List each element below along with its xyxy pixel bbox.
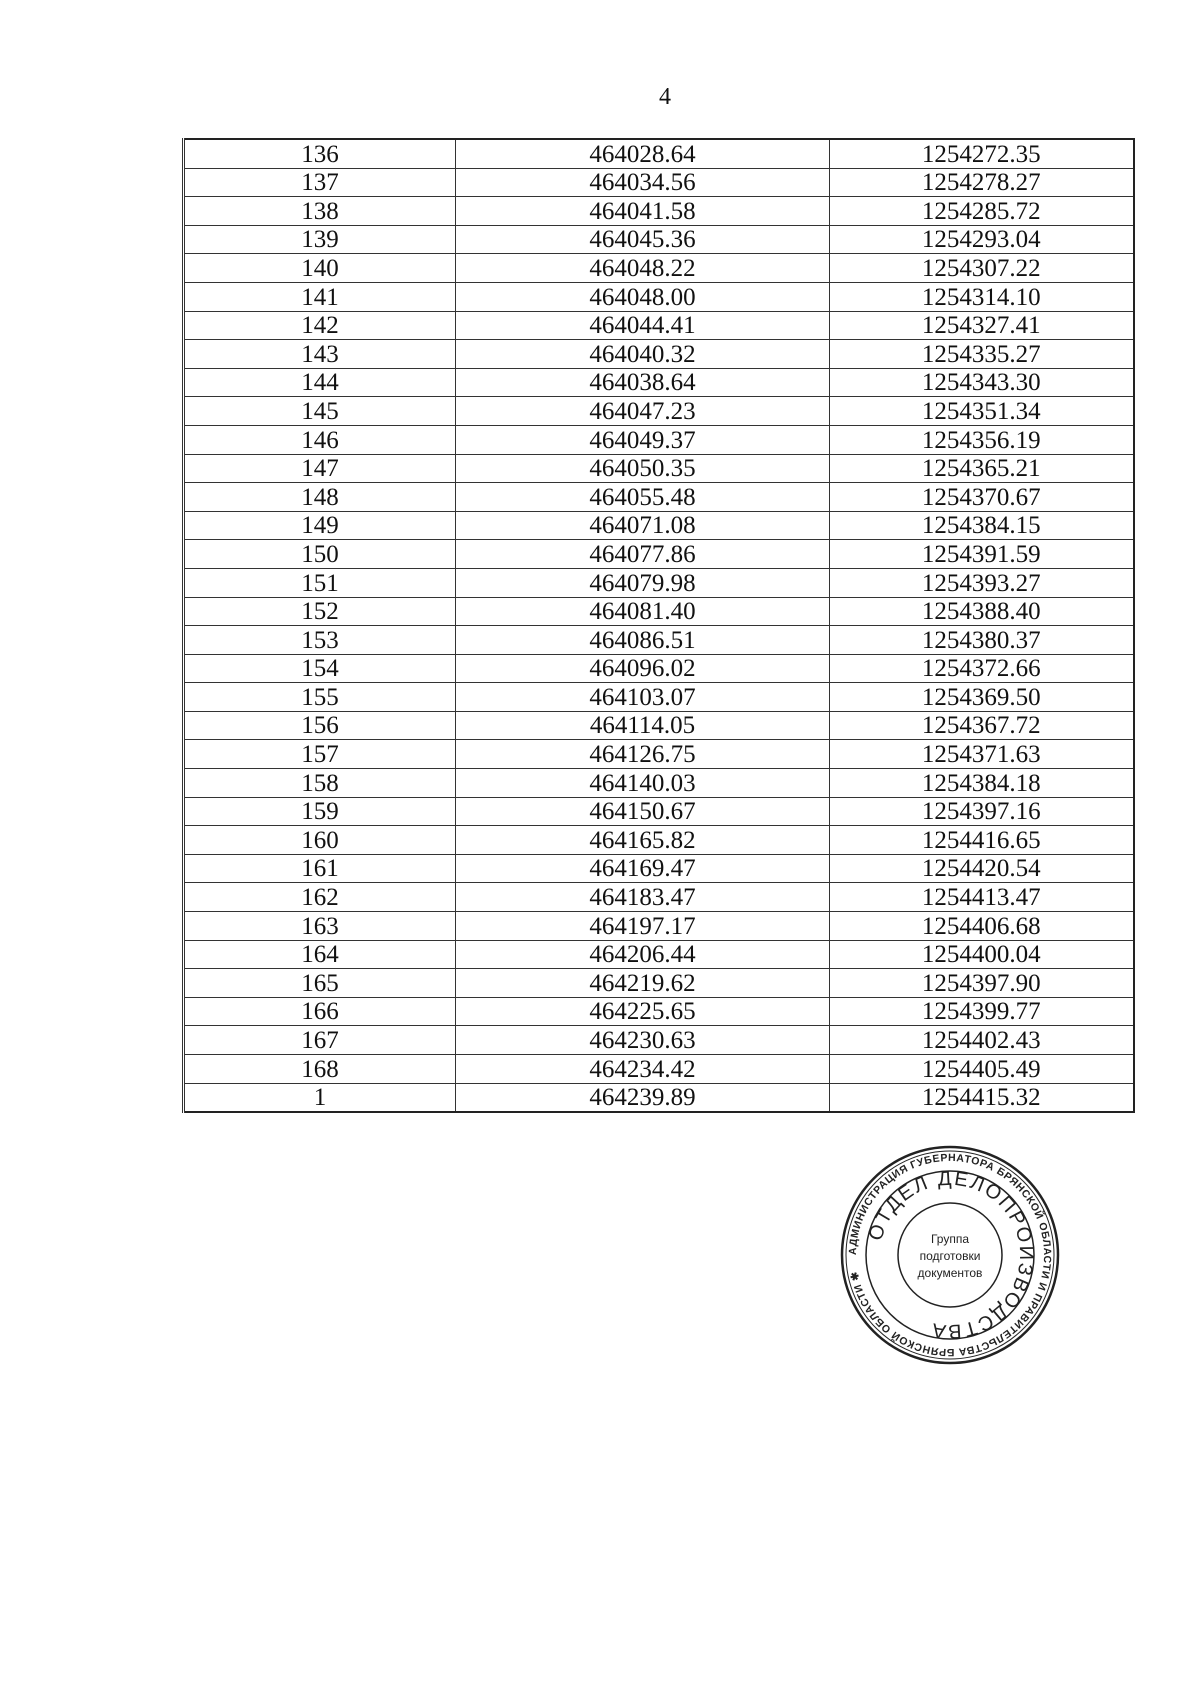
y-coordinate-cell: 1254384.18	[830, 769, 1134, 798]
point-number-cell: 138	[184, 197, 456, 226]
point-number-cell: 137	[184, 168, 456, 197]
point-number-cell: 148	[184, 483, 456, 512]
x-coordinate-cell: 464114.05	[456, 711, 830, 740]
y-coordinate-cell: 1254402.43	[830, 1026, 1134, 1055]
x-coordinate-cell: 464045.36	[456, 225, 830, 254]
table-row	[184, 225, 1134, 254]
y-coordinate-cell: 1254400.04	[830, 940, 1134, 969]
y-coordinate-cell: 1254384.15	[830, 511, 1134, 540]
y-coordinate-cell: 1254372.66	[830, 654, 1134, 683]
point-number-cell: 147	[184, 454, 456, 483]
x-coordinate-cell: 464103.07	[456, 683, 830, 712]
x-coordinate-cell: 464230.63	[456, 1026, 830, 1055]
point-number-cell: 160	[184, 826, 456, 855]
x-coordinate-cell: 464050.35	[456, 454, 830, 483]
x-coordinate-cell: 464079.98	[456, 568, 830, 597]
y-coordinate-cell: 1254415.32	[830, 1083, 1134, 1112]
table-row	[184, 883, 1134, 912]
point-number-cell: 151	[184, 568, 456, 597]
y-coordinate-cell: 1254367.72	[830, 711, 1134, 740]
y-coordinate-cell: 1254278.27	[830, 168, 1134, 197]
point-number-cell: 149	[184, 511, 456, 540]
table-row	[184, 969, 1134, 998]
table-row	[184, 368, 1134, 397]
point-number-cell: 142	[184, 311, 456, 340]
y-coordinate-cell: 1254370.67	[830, 483, 1134, 512]
y-coordinate-cell: 1254293.04	[830, 225, 1134, 254]
table-row	[184, 854, 1134, 883]
point-number-cell: 136	[184, 139, 456, 168]
x-coordinate-cell: 464048.00	[456, 282, 830, 311]
y-coordinate-cell: 1254388.40	[830, 597, 1134, 626]
y-coordinate-cell: 1254393.27	[830, 568, 1134, 597]
x-coordinate-cell: 464049.37	[456, 425, 830, 454]
x-coordinate-cell: 464028.64	[456, 139, 830, 168]
point-number-cell: 163	[184, 912, 456, 941]
table-row	[184, 483, 1134, 512]
x-coordinate-cell: 464041.58	[456, 197, 830, 226]
x-coordinate-cell: 464034.56	[456, 168, 830, 197]
point-number-cell: 167	[184, 1026, 456, 1055]
table-row	[184, 683, 1134, 712]
x-coordinate-cell: 464183.47	[456, 883, 830, 912]
table-row	[184, 311, 1134, 340]
y-coordinate-cell: 1254399.77	[830, 997, 1134, 1026]
point-number-cell: 159	[184, 797, 456, 826]
point-number-cell: 153	[184, 626, 456, 655]
table-row	[184, 511, 1134, 540]
coordinates-table	[182, 138, 1135, 1113]
table-row	[184, 769, 1134, 798]
point-number-cell: 140	[184, 254, 456, 283]
y-coordinate-cell: 1254391.59	[830, 540, 1134, 569]
table-row	[184, 197, 1134, 226]
stamp-center-line-2: подготовки	[919, 1249, 981, 1263]
point-number-cell: 166	[184, 997, 456, 1026]
x-coordinate-cell: 464219.62	[456, 969, 830, 998]
official-stamp	[838, 1143, 1062, 1367]
point-number-cell: 156	[184, 711, 456, 740]
y-coordinate-cell: 1254406.68	[830, 912, 1134, 941]
table-row	[184, 597, 1134, 626]
y-coordinate-cell: 1254314.10	[830, 282, 1134, 311]
point-number-cell: 139	[184, 225, 456, 254]
x-coordinate-cell: 464197.17	[456, 912, 830, 941]
y-coordinate-cell: 1254413.47	[830, 883, 1134, 912]
point-number-cell: 165	[184, 969, 456, 998]
x-coordinate-cell: 464126.75	[456, 740, 830, 769]
y-coordinate-cell: 1254365.21	[830, 454, 1134, 483]
y-coordinate-cell: 1254272.35	[830, 139, 1134, 168]
y-coordinate-cell: 1254416.65	[830, 826, 1134, 855]
table-row	[184, 568, 1134, 597]
y-coordinate-cell: 1254335.27	[830, 340, 1134, 369]
table-row	[184, 340, 1134, 369]
x-coordinate-cell: 464071.08	[456, 511, 830, 540]
x-coordinate-cell: 464234.42	[456, 1055, 830, 1084]
x-coordinate-cell: 464048.22	[456, 254, 830, 283]
point-number-cell: 141	[184, 282, 456, 311]
table-row	[184, 1055, 1134, 1084]
x-coordinate-cell: 464086.51	[456, 626, 830, 655]
point-number-cell: 158	[184, 769, 456, 798]
y-coordinate-cell: 1254285.72	[830, 197, 1134, 226]
x-coordinate-cell: 464038.64	[456, 368, 830, 397]
x-coordinate-cell: 464225.65	[456, 997, 830, 1026]
table-row	[184, 1083, 1134, 1112]
x-coordinate-cell: 464150.67	[456, 797, 830, 826]
y-coordinate-cell: 1254356.19	[830, 425, 1134, 454]
coordinates-table-body	[184, 139, 1134, 1112]
y-coordinate-cell: 1254351.34	[830, 397, 1134, 426]
y-coordinate-cell: 1254397.16	[830, 797, 1134, 826]
point-number-cell: 162	[184, 883, 456, 912]
table-row	[184, 740, 1134, 769]
table-row	[184, 425, 1134, 454]
point-number-cell: 146	[184, 425, 456, 454]
table-row	[184, 826, 1134, 855]
point-number-cell: 168	[184, 1055, 456, 1084]
x-coordinate-cell: 464047.23	[456, 397, 830, 426]
x-coordinate-cell: 464165.82	[456, 826, 830, 855]
point-number-cell: 144	[184, 368, 456, 397]
table-row	[184, 282, 1134, 311]
table-row	[184, 254, 1134, 283]
point-number-cell: 1	[184, 1083, 456, 1112]
x-coordinate-cell: 464169.47	[456, 854, 830, 883]
table-row	[184, 1026, 1134, 1055]
stamp-center-text	[918, 1232, 983, 1280]
x-coordinate-cell: 464055.48	[456, 483, 830, 512]
y-coordinate-cell: 1254397.90	[830, 969, 1134, 998]
y-coordinate-cell: 1254307.22	[830, 254, 1134, 283]
point-number-cell: 157	[184, 740, 456, 769]
x-coordinate-cell: 464096.02	[456, 654, 830, 683]
y-coordinate-cell: 1254405.49	[830, 1055, 1134, 1084]
x-coordinate-cell: 464077.86	[456, 540, 830, 569]
y-coordinate-cell: 1254369.50	[830, 683, 1134, 712]
page-number: 4	[659, 84, 671, 110]
point-number-cell: 155	[184, 683, 456, 712]
point-number-cell: 164	[184, 940, 456, 969]
stamp-outer-ring-path: АДМИНИСТРАЦИЯ ГУБЕРНАТОРА БРЯНСКОЙ ОБЛАСТИ И ПРАВИТЕЛЬСТВА БРЯНСКОЙ ОБЛАСТИ ✱	[846, 1151, 1054, 1359]
point-number-cell: 161	[184, 854, 456, 883]
y-coordinate-cell: 1254343.30	[830, 368, 1134, 397]
table-row	[184, 397, 1134, 426]
stamp-center-line-3: документов	[917, 1266, 983, 1280]
y-coordinate-cell: 1254327.41	[830, 311, 1134, 340]
x-coordinate-cell: 464239.89	[456, 1083, 830, 1112]
x-coordinate-cell: 464081.40	[456, 597, 830, 626]
point-number-cell: 143	[184, 340, 456, 369]
table-row	[184, 454, 1134, 483]
table-row	[184, 654, 1134, 683]
table-row	[184, 997, 1134, 1026]
x-coordinate-cell: 464206.44	[456, 940, 830, 969]
y-coordinate-cell: 1254371.63	[830, 740, 1134, 769]
y-coordinate-cell: 1254380.37	[830, 626, 1134, 655]
x-coordinate-cell: 464040.32	[456, 340, 830, 369]
table-row	[184, 797, 1134, 826]
point-number-cell: 154	[184, 654, 456, 683]
point-number-cell: 145	[184, 397, 456, 426]
table-row	[184, 940, 1134, 969]
table-row	[184, 540, 1134, 569]
x-coordinate-cell: 464044.41	[456, 311, 830, 340]
table-row	[184, 168, 1134, 197]
stamp-center-line-1: Группа	[930, 1232, 970, 1246]
point-number-cell: 150	[184, 540, 456, 569]
table-row	[184, 912, 1134, 941]
table-row	[184, 711, 1134, 740]
x-coordinate-cell: 464140.03	[456, 769, 830, 798]
table-row	[184, 626, 1134, 655]
stamp-middle-ring-path: ОТДЕЛ ДЕЛОПРОИЗВОДСТВА	[864, 1167, 1038, 1343]
point-number-cell: 152	[184, 597, 456, 626]
y-coordinate-cell: 1254420.54	[830, 854, 1134, 883]
table-row	[184, 139, 1134, 168]
